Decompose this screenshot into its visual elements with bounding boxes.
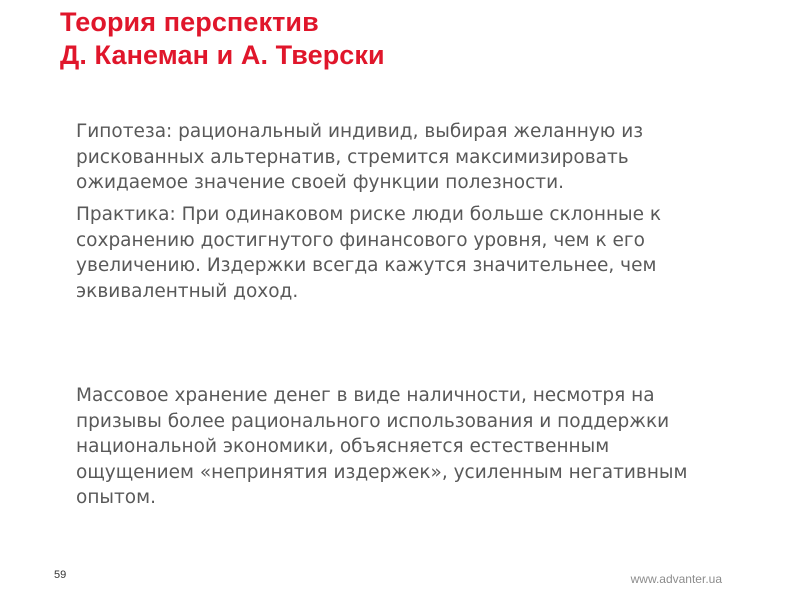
mass-storage-line-2: призывы более рационального использования и поддержки	[76, 410, 670, 432]
mass-storage-line-5: опытом.	[76, 487, 156, 508]
hypothesis-line-2: рискованных альтернатив, стремится максимизировать	[76, 146, 629, 168]
hypothesis-paragraph	[76, 119, 756, 196]
mass-storage-line-3: национальной экономики, объясняется естественным	[76, 436, 610, 457]
page-number: 59	[54, 569, 67, 581]
slide-title-line-2: Д. Канеман и А. Тверски	[60, 40, 385, 70]
practice-paragraph	[76, 202, 756, 304]
mass-storage-line-4: ощущением «непринятия издержек», усиленным негативным	[76, 461, 688, 483]
mass-storage-line-1: Массовое хранение денег в виде наличности, несмотря на	[76, 385, 655, 406]
slide-title-line-1: Теория перспектив	[60, 7, 319, 37]
footer-website-link[interactable]: www.advanter.ua	[630, 572, 722, 586]
hypothesis-line-1: Гипотеза: рациональный индивид, выбирая желанную из	[76, 121, 644, 142]
hypothesis-line-3: ожидаемое значение своей функции полезности.	[76, 172, 564, 193]
practice-line-2: сохранению достигнутого финансового уровня, чем к его	[76, 229, 645, 251]
slide-title	[60, 6, 760, 72]
practice-line-4: эквивалентный доход.	[76, 280, 299, 302]
mass-storage-paragraph	[76, 383, 756, 511]
practice-line-1: Практика: При одинаковом риске люди больше склонные к	[76, 204, 662, 225]
practice-line-3: увеличению. Издержки всегда кажутся значительнее, чем	[76, 255, 657, 276]
